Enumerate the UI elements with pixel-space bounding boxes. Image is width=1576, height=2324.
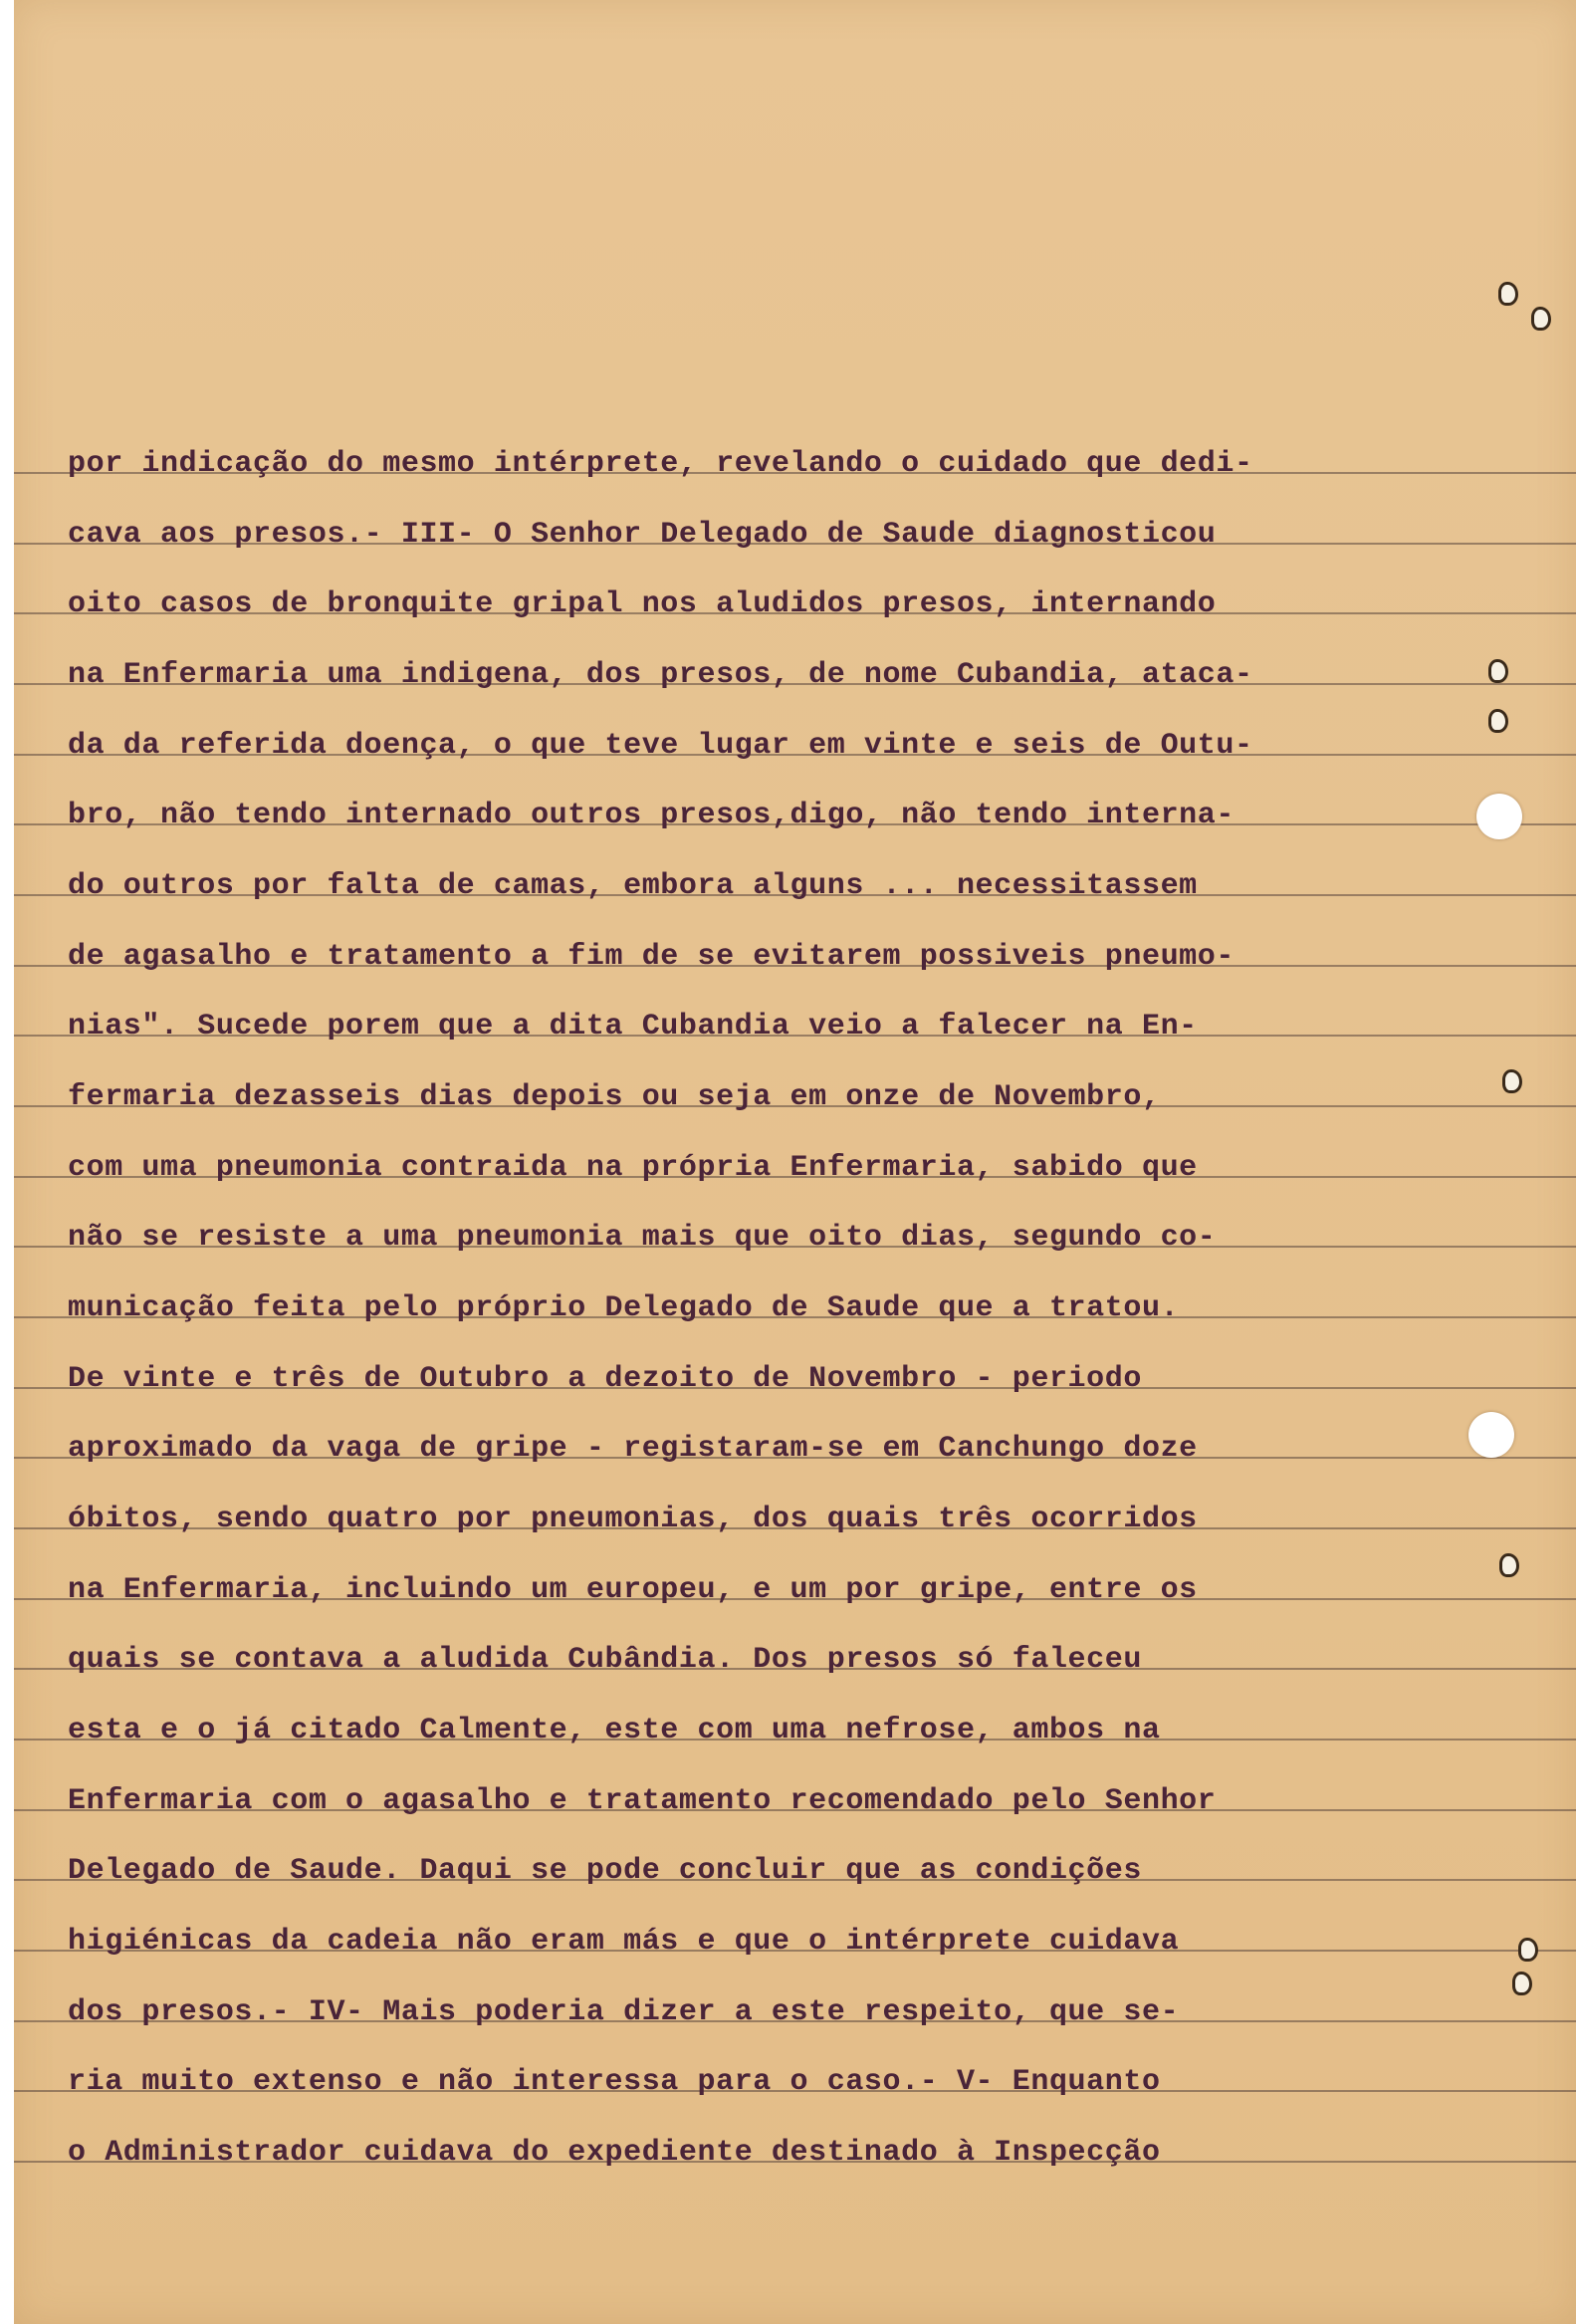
text-line: o Administrador cuidava do expediente destinado à Inspecção (68, 2136, 1161, 2170)
text-line: dos presos.- IV- Mais poderia dizer a este respeito, que se- (68, 1995, 1180, 2029)
text-line: De vinte e três de Outubro a dezoito de Novembro - periodo (68, 1362, 1142, 1396)
text-line: oito casos de bronquite gripal nos aludidos presos, internando (68, 587, 1217, 621)
text-line: na Enfermaria, incluindo um europeu, e um por gripe, entre os (68, 1573, 1198, 1607)
text-line: municação feita pelo próprio Delegado de Saude que a tratou. (68, 1291, 1180, 1325)
paper-damage-mark (1499, 1553, 1519, 1577)
text-line: esta e o já citado Calmente, este com uma nefrose, ambos na (68, 1714, 1161, 1747)
text-line: com uma pneumonia contraida na própria Enfermaria, sabido que (68, 1151, 1198, 1185)
text-line: óbitos, sendo quatro por pneumonias, dos quais três ocorridos (68, 1503, 1198, 1536)
paper-damage-mark (1518, 1938, 1538, 1962)
text-line: higiénicas da cadeia não eram más e que o intérprete cuidava (68, 1925, 1180, 1959)
text-line: bro, não tendo internado outros presos,digo, não tendo interna- (68, 799, 1235, 832)
punch-hole (1476, 794, 1522, 839)
punch-hole (1468, 1412, 1514, 1458)
text-line: Enfermaria com o agasalho e tratamento recomendado pelo Senhor (68, 1784, 1217, 1818)
text-line: Delegado de Saude. Daqui se pode concluir que as condições (68, 1854, 1142, 1888)
text-line: de agasalho e tratamento a fim de se evitarem possiveis pneumo- (68, 940, 1235, 974)
text-line: nias". Sucede porem que a dita Cubandia veio a falecer na En- (68, 1010, 1198, 1044)
text-line: quais se contava a aludida Cubândia. Dos presos só faleceu (68, 1643, 1142, 1677)
text-line: da da referida doença, o que teve lugar em vinte e seis de Outu- (68, 729, 1253, 763)
document-page (14, 0, 1576, 2324)
paper-damage-mark (1488, 659, 1508, 683)
paper-damage-mark (1488, 709, 1508, 733)
text-line: na Enfermaria uma indigena, dos presos, de nome Cubandia, ataca- (68, 658, 1253, 692)
text-line: cava aos presos.- III- O Senhor Delegado de Saude diagnosticou (68, 518, 1217, 552)
text-line: fermaria dezasseis dias depois ou seja em onze de Novembro, (68, 1080, 1161, 1114)
paper-damage-mark (1531, 307, 1551, 331)
paper-damage-mark (1512, 1972, 1532, 1995)
text-line: aproximado da vaga de gripe - registaram-se em Canchungo doze (68, 1432, 1198, 1466)
text-line: do outros por falta de camas, embora alguns ... necessitassem (68, 869, 1198, 903)
paper-damage-mark (1502, 1069, 1522, 1093)
text-line: não se resiste a uma pneumonia mais que oito dias, segundo co- (68, 1221, 1217, 1255)
text-line: por indicação do mesmo intérprete, revelando o cuidado que dedi- (68, 447, 1253, 481)
text-line: ria muito extenso e não interessa para o caso.- V- Enquanto (68, 2065, 1161, 2099)
paper-damage-mark (1498, 282, 1518, 306)
